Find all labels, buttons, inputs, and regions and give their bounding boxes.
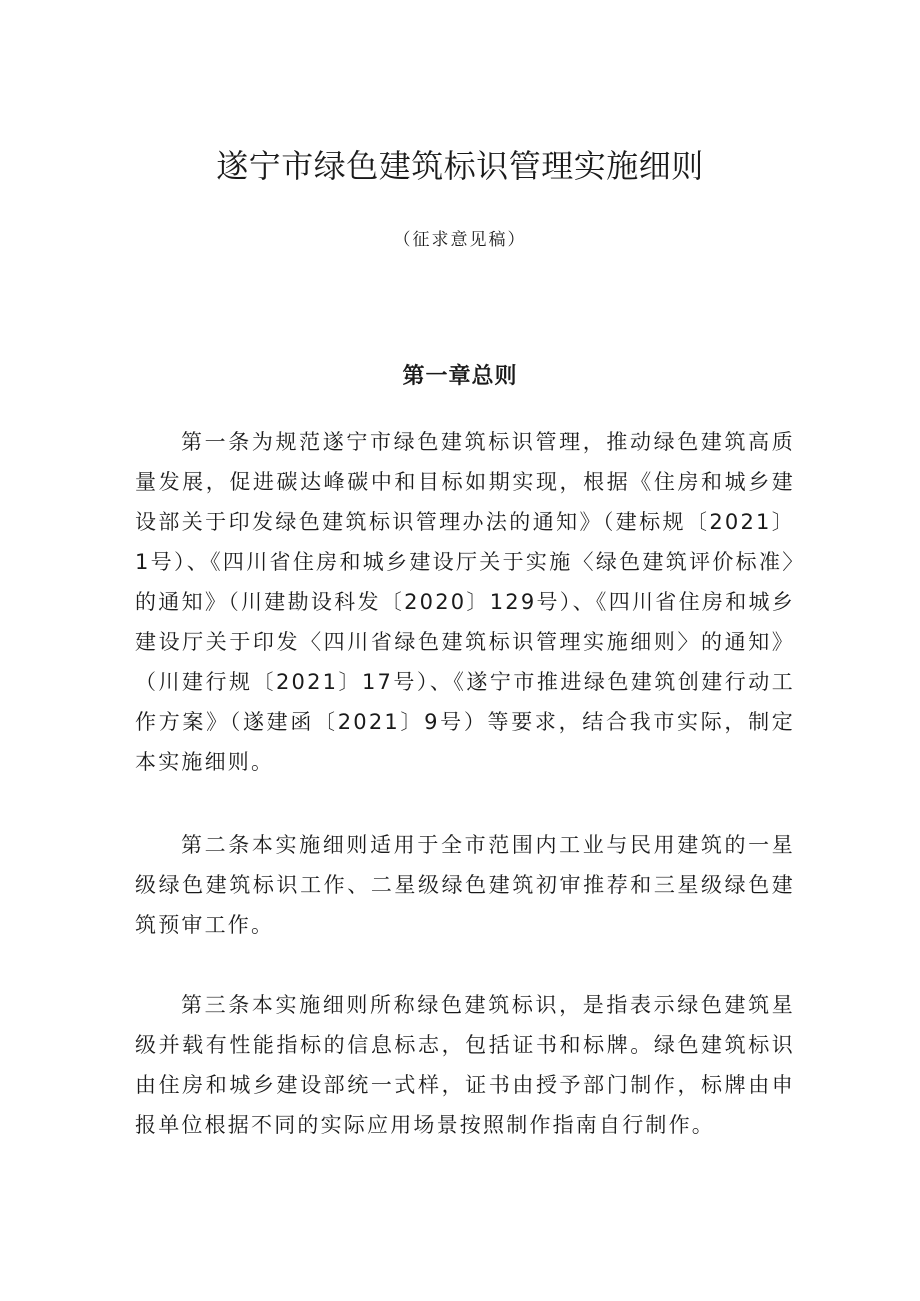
article-paragraph-3: 第三条本实施细则所称绿色建筑标识，是指表示绿色建筑星级并载有性能指标的信息标志，包括证书和标牌。绿色建筑标识由住房和城乡建设部统一式样，证书由授予部门制作，标牌由申报单位根据不同的实际应用场景按照制作指南自行制作。 bbox=[135, 993, 795, 1137]
article-paragraph-1: 第一条为规范遂宁市绿色建筑标识管理，推动绿色建筑高质量发展，促进碳达峰碳中和目标如期实现，根据《住房和城乡建设部关于印发绿色建筑标识管理办法的通知》（建标规〔2021〕1号）、《四川省住房和城乡建设厅关于实施〈绿色建筑评价标准〉的通知》（川建勘设科发〔2020〕129号）、《四川省住房和城乡建设厅关于印发〈四川省绿色建筑标识管理实施细则〉的通知》（川建行规〔2021〕17号）、《遂宁市推进绿色建筑创建行动工作方案》（遂建函〔2021〕9号）等要求，结合我市实际，制定本实施细则。 bbox=[135, 430, 795, 774]
article-paragraph-2: 第二条本实施细则适用于全市范围内工业与民用建筑的一星级绿色建筑标识工作、二星级绿色建筑初审推荐和三星级绿色建筑预审工作。 bbox=[135, 833, 795, 937]
document-subtitle: （征求意见稿） bbox=[393, 230, 527, 250]
document-title: 遂宁市绿色建筑标识管理实施细则 bbox=[216, 147, 704, 185]
chapter-title: 第一章总则 bbox=[402, 364, 518, 389]
